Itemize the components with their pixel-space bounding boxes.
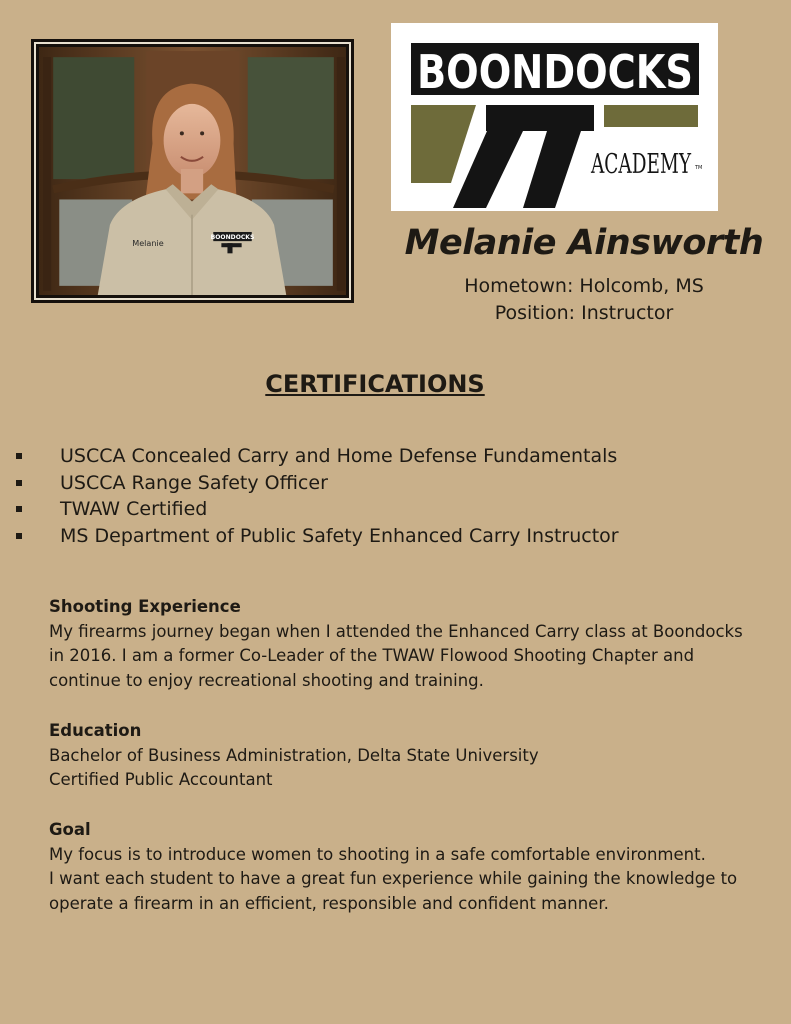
goal-body: My focus is to introduce women to shooting in a safe comfortable environment. I want each student to have a great fun experience while gaining the knowledge to operate a firearm in an efficient, responsible and confident manner. bbox=[49, 844, 738, 913]
square-bullet-icon bbox=[16, 506, 22, 512]
academy-logo-graphic bbox=[391, 23, 718, 211]
shirt-logo-text: BOONDOCKS bbox=[210, 234, 255, 242]
certification-text: TWAW Certified bbox=[60, 498, 208, 521]
goal-heading: Goal bbox=[49, 820, 91, 839]
square-bullet-icon bbox=[16, 480, 22, 486]
certification-text: MS Department of Public Safety Enhanced Carry Instructor bbox=[60, 524, 619, 547]
square-bullet-icon bbox=[16, 453, 22, 459]
instructor-hometown: Hometown: Holcomb, MS bbox=[464, 275, 704, 297]
certifications-list bbox=[14, 443, 619, 549]
list-item bbox=[14, 496, 619, 523]
certification-text: USCCA Range Safety Officer bbox=[60, 471, 328, 494]
instructor-position: Position: Instructor bbox=[494, 302, 674, 324]
academy-wordmark: ACADEMY bbox=[590, 149, 692, 180]
olive-bar-left bbox=[411, 105, 476, 183]
education-section bbox=[49, 719, 769, 793]
shooting-experience-heading: Shooting Experience bbox=[49, 597, 241, 616]
shirt-name-text: Melanie bbox=[132, 238, 164, 249]
instructor-photo-image bbox=[39, 47, 346, 295]
trademark-mark: TM bbox=[695, 165, 703, 171]
olive-bar-right bbox=[604, 105, 698, 127]
certification-text: USCCA Concealed Carry and Home Defense Fundamentals bbox=[60, 445, 618, 468]
boondocks-academy-logo bbox=[391, 23, 718, 211]
list-item bbox=[14, 470, 619, 497]
list-item bbox=[14, 523, 619, 550]
certifications-heading: CERTIFICATIONS bbox=[265, 370, 485, 398]
goal-section bbox=[49, 818, 769, 916]
brand-wordmark: BOONDOCKS bbox=[417, 45, 693, 99]
education-heading: Education bbox=[49, 721, 142, 740]
instructor-photo-frame bbox=[31, 39, 354, 303]
shooting-experience-section bbox=[49, 595, 769, 693]
list-item bbox=[14, 443, 619, 470]
instructor-name: Melanie Ainsworth bbox=[404, 223, 764, 263]
education-body: Bachelor of Business Administration, Delta State University Certified Public Accountant bbox=[49, 745, 539, 789]
instructor-photo bbox=[34, 42, 351, 300]
shooting-experience-body: My firearms journey began when I attended the Enhanced Carry class at Boondocks in 2016. I am a former Co-Leader of the TWAW Flowood Shooting Chapter and continue to enjoy recreational shooting and training. bbox=[49, 621, 743, 690]
square-bullet-icon bbox=[16, 533, 22, 539]
